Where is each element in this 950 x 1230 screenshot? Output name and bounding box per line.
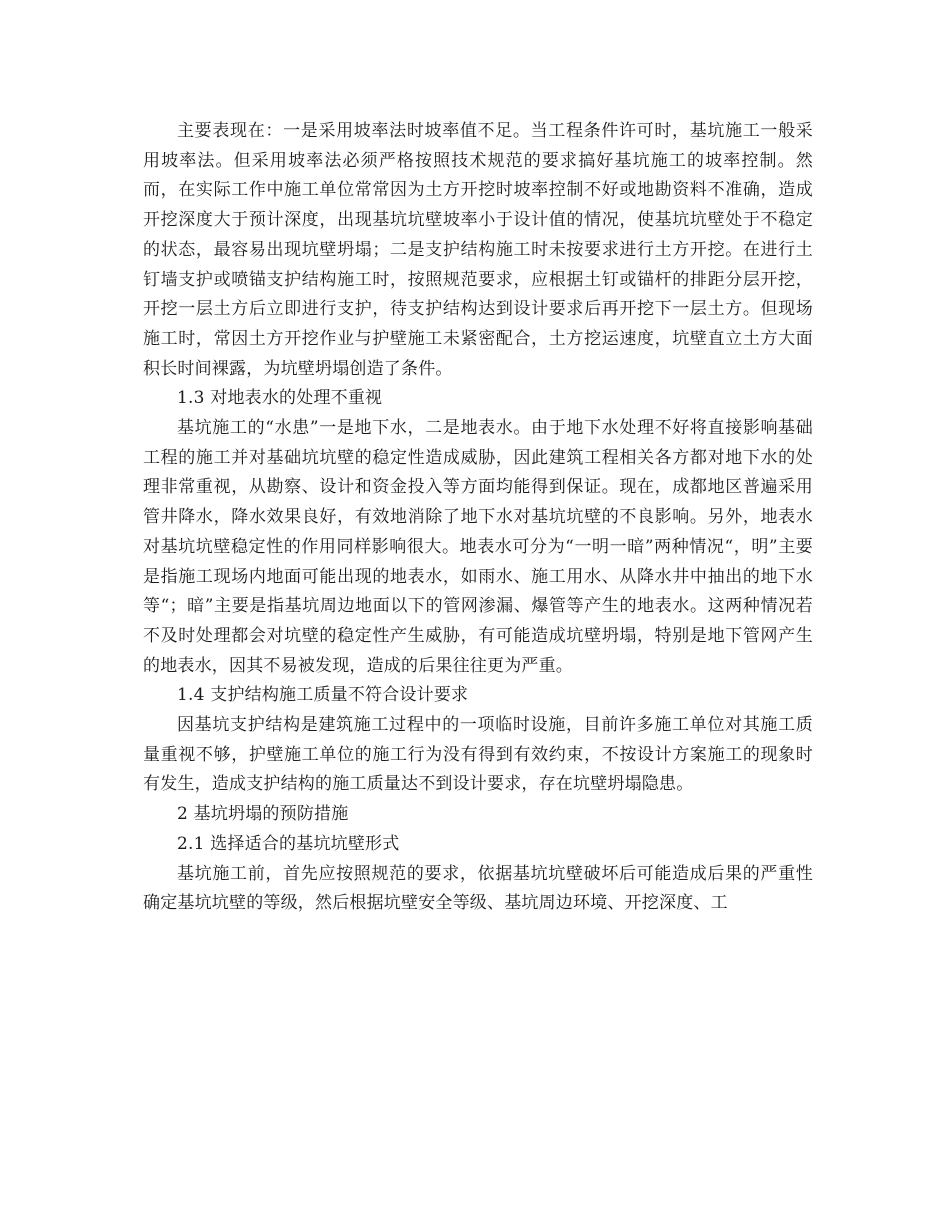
paragraph-pit-wall-form: 基坑施工前，首先应按照规范的要求，依据基坑坑壁破坏后可能造成后果的严重性确定基坑坑壁的等级，然后根据坑壁安全等级、基坑周边环境、开挖深度、工 <box>143 863 813 914</box>
section-heading-1-3: 1.3 对地表水的处理不重视 <box>177 388 383 409</box>
section-heading-2-1: 2.1 选择适合的基坑坑壁形式 <box>177 833 400 854</box>
section-heading-2: 2 基坑坍塌的预防措施 <box>177 804 349 825</box>
section-heading-1-4: 1.4 支护结构施工质量不符合设计要求 <box>177 685 469 706</box>
paragraph-surface-water: 基坑施工的“水患”一是地下水，二是地表水。由于地下水处理不好将直接影响基础工程的施工并对基础坑坑壁的稳定性造成威胁，因此建筑工程相关各方都对地下水的处理非常重视，从勘察、设计和资金投入等方面均能得到保证。现在，成都地区普遍采用管井降水，降水效果良好，有效地消除了地下水对基坑坑壁的不良影响。另外，地表水对基坑坑壁稳定性的作用同样影响很大。地表水可分为“一明一暗”两种情况“，明”主要是指施工现场内地面可能出现的地表水，如雨水、施工用水、从降水井中抽出的地下水等“；暗”主要是指基坑周边地面以下的管网渗漏、爆管等产生的地表水。这两种情况若不及时处理都会对坑壁的稳定性产生威胁，有可能造成坑壁坍塌，特别是地下管网产生的地表水，因其不易被发现，造成的后果往往更为严重。 <box>143 418 813 676</box>
paragraph-slope-ratio-issues: 主要表现在：一是采用坡率法时坡率值不足。当工程条件许可时，基坑施工一般采用坡率法。但采用坡率法必须严格按照技术规范的要求搞好基坑施工的坡率控制。然而，在实际工作中施工单位常常因为土方开挖时坡率控制不好或地勘资料不准确，造成开挖深度大于预计深度，出现基坑坑壁坡率小于设计值的情况，使基坑坑壁处于不稳定的状态，最容易出现坑壁坍塌；二是支护结构施工时未按要求进行土方开挖。在进行土钉墙支护或喷锚支护结构施工时，按照规范要求，应根据土钉或锚杆的排距分层开挖，开挖一层土方后立即进行支护，待支护结构达到设计要求后再开挖下一层土方。但现场施工时，常因土方开挖作业与护壁施工未紧密配合，土方挖运速度，坑壁直立土方大面积长时间裸露，为坑壁坍塌创造了条件。 <box>143 121 813 379</box>
document-body <box>143 117 813 919</box>
paragraph-support-quality: 因基坑支护结构是建筑施工过程中的一项临时设施，目前许多施工单位对其施工质量重视不够，护壁施工单位的施工行为没有得到有效约束，不按设计方案施工的现象时有发生，造成支护结构的施工质量达不到设计要求，存在坑壁坍塌隐患。 <box>143 715 813 795</box>
